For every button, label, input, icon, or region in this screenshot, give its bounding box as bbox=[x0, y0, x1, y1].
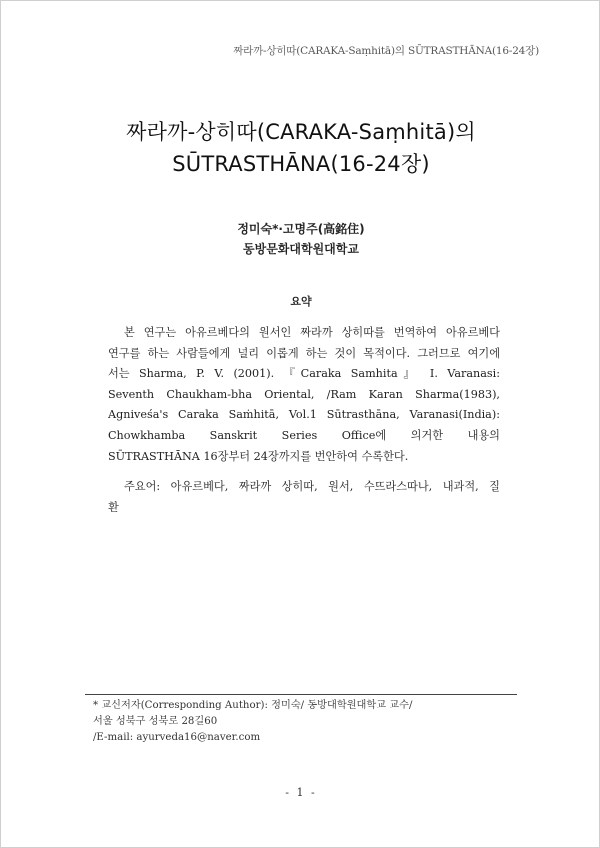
author-names: 정미숙*·고명주(高銘住) bbox=[237, 222, 365, 236]
paper-title bbox=[1, 116, 600, 180]
paper-title-line-1: 짜라까-상히따(CARAKA-Saṃhitā)의 bbox=[126, 120, 476, 144]
page-number: - 1 - bbox=[285, 786, 317, 799]
running-head: 짜라까-상히따(CARAKA-Saṃhitā)의 SŪTRASTHĀNA(16-24장) bbox=[233, 45, 539, 57]
abstract-line: Agniveśa's Caraka Saṁhitā, Vol.1 Sūtrasthāna, Varanasi(India): bbox=[108, 408, 500, 422]
corresponding-author-footnote bbox=[93, 698, 523, 746]
abstract-line: SŪTRASTHĀNA 16장부터 24장까지를 번안하여 수록한다. bbox=[108, 449, 409, 463]
abstract-line: 연구를 하는 사람들에게 널리 이롭게 하는 것이 목적이다. 그러므로 여기에 bbox=[108, 346, 500, 360]
footnote-line-1: * 교신저자(Corresponding Author): 정미숙/ 동방대학원대학교 교수/ bbox=[93, 700, 413, 711]
paper-title-line-2: SŪTRASTHĀNA(16-24장) bbox=[172, 152, 430, 176]
keywords-line-1: 주요어: 아유르베다, 짜라까 상히따, 원서, 수뜨라스따나, 내과적, 질 bbox=[124, 480, 500, 493]
author-block bbox=[1, 219, 600, 259]
author-affiliation: 동방문화대학원대학교 bbox=[243, 242, 359, 256]
footnote-line-2: 서울 성북구 성북로 28길60 bbox=[93, 716, 218, 727]
footnote-email: /E-mail: ayurveda16@naver.com bbox=[93, 732, 261, 743]
abstract-line: Chowkhamba Sanskrit Series Office에 의거한 내용의 bbox=[108, 428, 500, 442]
keywords bbox=[108, 477, 500, 518]
abstract-line: 본 연구는 아유르베다의 원서인 짜라까 상히따를 번역하여 아유르베다 bbox=[124, 326, 500, 339]
abstract-body bbox=[108, 323, 500, 467]
keywords-line-2: 환 bbox=[108, 500, 119, 514]
abstract-line: Seventh Chaukham-bha Oriental, /Ram Karan Sharma(1983), bbox=[108, 387, 500, 401]
abstract-line: 서는 Sharma, P. V. (2001). 『Caraka Samhita』 I. Varanasi: bbox=[108, 367, 500, 381]
footnote-divider bbox=[85, 694, 517, 695]
abstract-heading: 요약 bbox=[290, 295, 312, 308]
